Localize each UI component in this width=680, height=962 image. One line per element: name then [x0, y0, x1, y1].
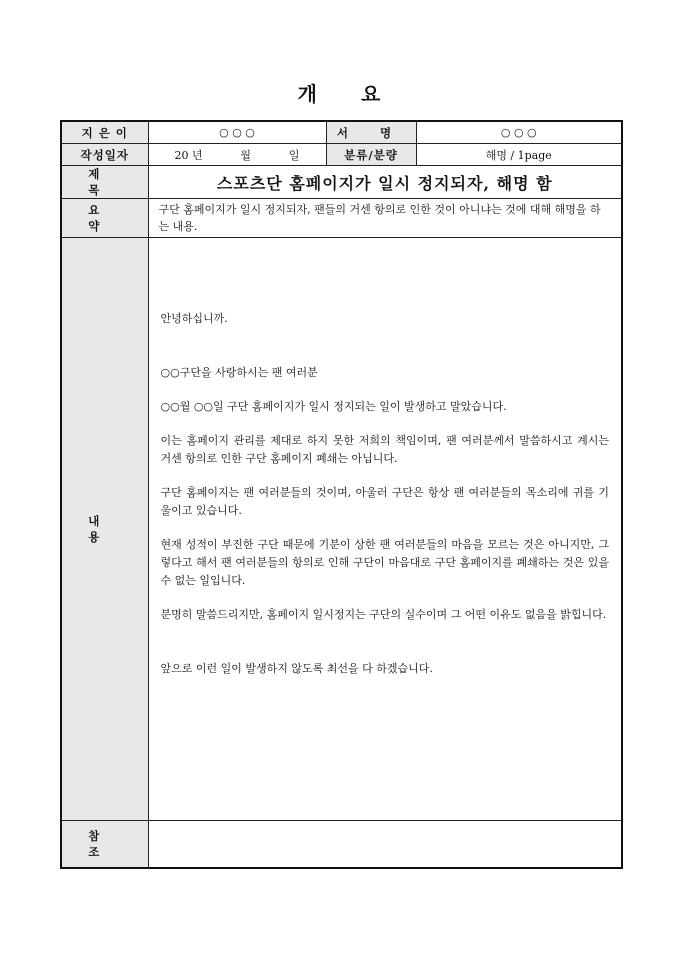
category-label: 분류/분량	[326, 144, 416, 166]
reference-label: 참 조	[61, 821, 148, 869]
body-paragraph: 앞으로 이런 일이 발생하지 않도록 최선을 다 하겠습니다.	[160, 662, 433, 675]
title-right: 요	[361, 82, 383, 106]
subject-label: 제 목	[61, 166, 148, 199]
date-year: 20 년	[174, 148, 203, 162]
date-label: 작성일자	[61, 144, 148, 166]
body-paragraph: ○○월 ○○일 구단 홈페이지가 일시 정지되는 일이 발생하고 말았습니다.	[160, 400, 507, 413]
body-paragraph: 현재 성적이 부진한 구단 때문에 기분이 상한 팬 여러분들의 마음을 모르는 것은 아니지만, 그렇다고 해서 팬 여러분들의 항의로 인해 구단이 마음대로 구단 홈페이지를 폐쇄하는 것은 있을 수 없는 일입니다.	[160, 538, 609, 587]
summary-value: 구단 홈페이지가 일시 정지되자, 팬들의 거센 항의로 인한 것이 아니냐는 것에 대해 해명을 하는 내용.	[148, 199, 622, 238]
date-month: 월	[240, 148, 252, 162]
category-value: 해명 / 1page	[416, 144, 622, 166]
body-content	[148, 238, 622, 821]
date-day: 일	[288, 148, 300, 162]
author-label: 지 은 이	[61, 121, 148, 144]
body-label: 내 용	[61, 238, 148, 821]
subject-value: 스포츠단 홈페이지가 일시 정지되자, 해명 함	[148, 166, 622, 199]
document-title	[0, 78, 680, 107]
title-left: 개	[297, 82, 319, 106]
summary-label: 요 약	[61, 199, 148, 238]
signature-value: ○ ○ ○	[416, 121, 622, 144]
body-paragraph: 이는 홈페이지 관리를 제대로 하지 못한 저희의 책임이며, 팬 여러분께서 말씀하시고 계시는 거센 항의로 인한 구단 홈페이지 폐쇄는 아닙니다.	[160, 434, 609, 465]
body-paragraph: 안녕하십니까.	[160, 312, 228, 325]
author-value: ○ ○ ○	[148, 121, 326, 144]
date-value	[148, 144, 326, 166]
reference-value	[148, 821, 622, 869]
body-paragraph: 분명히 말씀드리지만, 홈페이지 일시정지는 구단의 실수이며 그 어떤 이유도 없음을 밝힙니다.	[160, 608, 607, 621]
overview-form	[60, 120, 623, 869]
signature-label: 서 명	[326, 121, 416, 144]
body-paragraph: ○○구단을 사랑하시는 팬 여러분	[160, 366, 318, 379]
body-paragraph: 구단 홈페이지는 팬 여러분들의 것이며, 아울러 구단은 항상 팬 여러분들의 목소리에 귀를 기울이고 있습니다.	[160, 486, 609, 517]
